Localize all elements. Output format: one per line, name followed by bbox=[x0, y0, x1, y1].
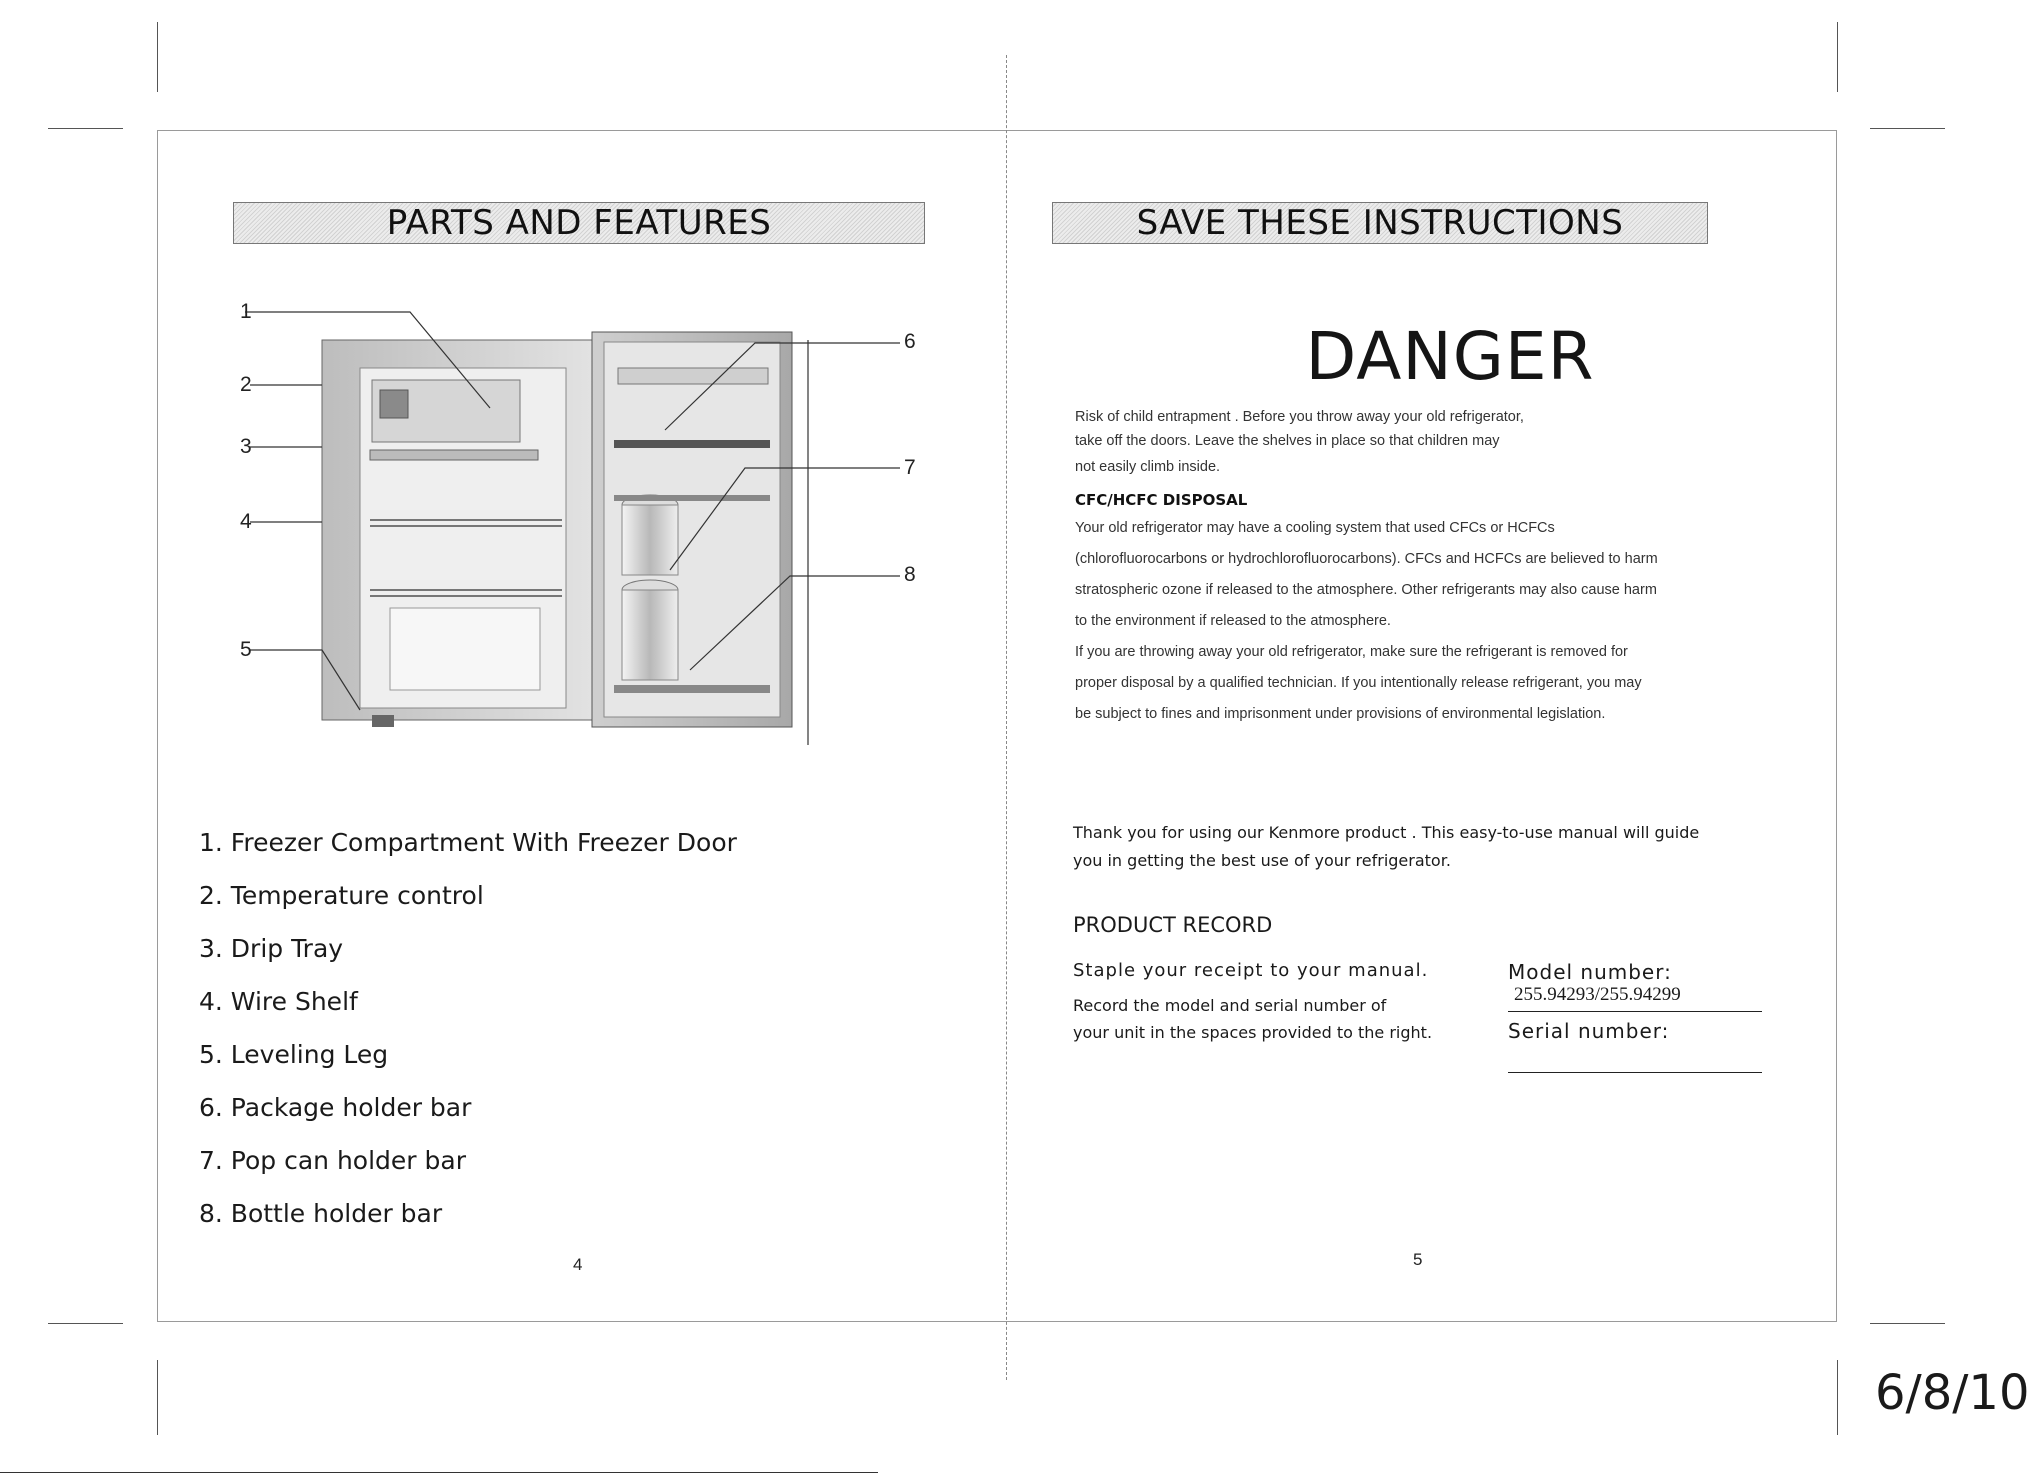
feature-item: 5. Leveling Leg bbox=[199, 1040, 389, 1069]
thanks-text-line: you in getting the best use of your refrigerator. bbox=[1073, 851, 1451, 870]
bottle-body bbox=[622, 590, 678, 680]
parts-features-banner: PARTS AND FEATURES bbox=[233, 202, 925, 244]
disposal-text-line: Your old refrigerator may have a cooling system that used CFCs or HCFCs bbox=[1075, 520, 1555, 536]
danger-text-line: Risk of child entrapment . Before you throw away your old refrigerator, bbox=[1075, 409, 1524, 425]
refrigerator-diagram bbox=[230, 290, 950, 760]
pop-can-holder-bar bbox=[614, 495, 770, 501]
leveling-leg bbox=[372, 715, 394, 727]
crop-mark bbox=[48, 1323, 123, 1324]
callout-5: 5 bbox=[240, 638, 252, 661]
crop-mark bbox=[1837, 22, 1838, 92]
disposal-text-line: If you are throwing away your old refrigerator, make sure the refrigerant is removed for bbox=[1075, 644, 1628, 660]
feature-item: 2. Temperature control bbox=[199, 881, 484, 910]
callout-2: 2 bbox=[240, 373, 252, 396]
record-text-line: Record the model and serial number of bbox=[1073, 996, 1387, 1015]
feature-item: 3. Drip Tray bbox=[199, 934, 344, 963]
crop-mark bbox=[157, 22, 158, 92]
temperature-control bbox=[380, 390, 408, 418]
crop-mark bbox=[1837, 1360, 1838, 1435]
callout-8: 8 bbox=[904, 563, 916, 586]
disposal-text-line: be subject to fines and imprisonment under provisions of environmental legislation. bbox=[1075, 706, 1606, 722]
record-text-line: your unit in the spaces provided to the right. bbox=[1073, 1023, 1433, 1042]
feature-item: 6. Package holder bar bbox=[199, 1093, 472, 1122]
model-number-value: 255.94293/255.94299 bbox=[1514, 984, 1681, 1005]
disposal-text-line: to the environment if released to the atmosphere. bbox=[1075, 613, 1391, 629]
product-record-heading: PRODUCT RECORD bbox=[1073, 913, 1273, 937]
thanks-text-line: Thank you for using our Kenmore product . This easy-to-use manual will guide bbox=[1073, 823, 1700, 842]
crop-mark bbox=[1870, 1323, 1945, 1324]
feature-item: 7. Pop can holder bar bbox=[199, 1146, 466, 1175]
page-number-left: 4 bbox=[573, 1255, 583, 1274]
disposal-text-line: stratospheric ozone if released to the atmosphere. Other refrigerants may also cause harm bbox=[1075, 582, 1657, 598]
pop-can-body bbox=[622, 505, 678, 575]
callout-6: 6 bbox=[904, 330, 916, 353]
model-number-underline bbox=[1508, 1011, 1762, 1012]
crop-mark bbox=[1870, 128, 1945, 129]
crop-mark bbox=[157, 1360, 158, 1435]
feature-item: 1. Freezer Compartment With Freezer Door bbox=[199, 828, 737, 857]
crop-mark bbox=[48, 128, 123, 129]
model-number-label: Model number: bbox=[1508, 960, 1672, 984]
callout-1: 1 bbox=[240, 300, 252, 323]
page-number-right: 5 bbox=[1413, 1250, 1423, 1269]
callout-7: 7 bbox=[904, 456, 916, 479]
package-holder-bar bbox=[618, 368, 768, 384]
danger-text-line: not easily climb inside. bbox=[1075, 459, 1221, 475]
center-fold-line bbox=[1006, 55, 1007, 1380]
staple-text: Staple your receipt to your manual. bbox=[1073, 960, 1429, 981]
serial-number-label: Serial number: bbox=[1508, 1019, 1670, 1043]
danger-title: DANGER bbox=[1305, 318, 1595, 395]
feature-item: 4. Wire Shelf bbox=[199, 987, 358, 1016]
date-stamp: 6/8/10 bbox=[1875, 1365, 2030, 1421]
callout-4: 4 bbox=[240, 510, 252, 533]
disposal-text-line: (chlorofluorocarbons or hydrochlorofluorocarbons). CFCs and HCFCs are believed to harm bbox=[1075, 551, 1658, 567]
bottle-holder-bar bbox=[614, 685, 770, 693]
danger-text-line: take off the doors. Leave the shelves in place so that children may bbox=[1075, 433, 1500, 449]
crisper-bin bbox=[390, 608, 540, 690]
save-instructions-banner: SAVE THESE INSTRUCTIONS bbox=[1052, 202, 1708, 244]
drip-tray bbox=[370, 450, 538, 460]
door-shelf bbox=[614, 440, 770, 448]
disposal-text-line: proper disposal by a qualified technician. If you intentionally release refrigerant, you may bbox=[1075, 675, 1642, 691]
serial-number-underline bbox=[1508, 1072, 1762, 1073]
feature-item: 8. Bottle holder bar bbox=[199, 1199, 443, 1228]
callout-3: 3 bbox=[240, 435, 252, 458]
bottom-rule bbox=[0, 1472, 878, 1473]
disposal-heading: CFC/HCFC DISPOSAL bbox=[1075, 491, 1248, 509]
